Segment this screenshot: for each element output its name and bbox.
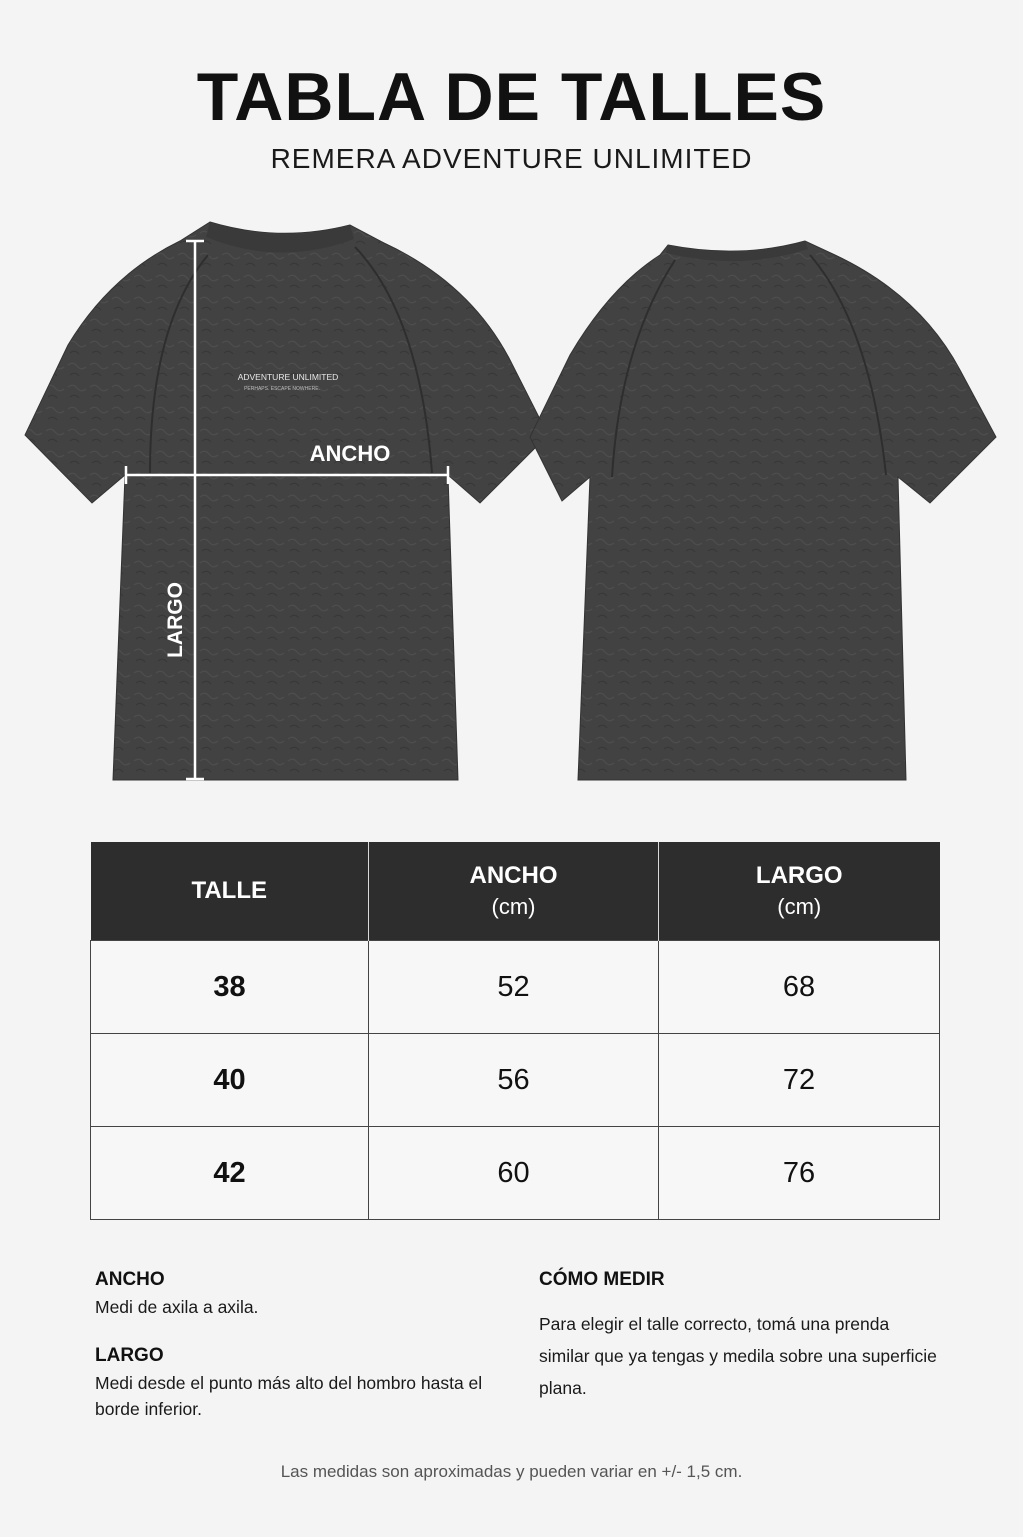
largo-note-heading: LARGO: [95, 1345, 164, 1366]
header-ancho-unit: (cm): [491, 894, 536, 919]
tshirt-figure: [0, 205, 1023, 805]
ancho-cell: 52: [369, 941, 659, 1034]
print-main-text: ADVENTURE UNLIMITED: [237, 372, 339, 382]
largo-cell: 72: [659, 1034, 940, 1127]
header-largo: LARGO (cm): [659, 842, 940, 941]
tshirt-illustration: [0, 205, 1023, 805]
como-medir-body: Para elegir el talle correcto, tomá una prenda similar que ya tengas y medila sobre una superficie plana.: [539, 1314, 937, 1398]
largo-cell: 68: [659, 941, 940, 1034]
front-tshirt: [25, 222, 548, 780]
ancho-note-body: Medi de axila a axila.: [95, 1297, 259, 1317]
disclaimer: Las medidas son aproximadas y pueden variar en +/- 1,5 cm.: [280, 1462, 743, 1481]
ancho-cell: 56: [369, 1034, 659, 1127]
size-cell: 42: [91, 1127, 369, 1220]
length-label: LARGO: [164, 582, 187, 658]
table-row: [91, 1127, 940, 1220]
back-tshirt: [530, 241, 996, 780]
header-ancho: ANCHO (cm): [369, 842, 659, 941]
page-subtitle: REMERA ADVENTURE UNLIMITED: [270, 143, 753, 174]
ancho-note-heading: ANCHO: [95, 1269, 165, 1290]
ancho-cell: 60: [369, 1127, 659, 1220]
table-header-row: [91, 842, 940, 941]
size-cell: 40: [91, 1034, 369, 1127]
how-to-measure: [539, 1268, 939, 1404]
table-row: [91, 1034, 940, 1127]
width-label: ANCHO: [309, 441, 391, 466]
page-title: TABLA DE TALLES: [196, 59, 827, 135]
como-medir-heading: CÓMO MEDIR: [539, 1269, 665, 1290]
table-row: [91, 941, 940, 1034]
size-cell: 38: [91, 941, 369, 1034]
header-largo-unit: (cm): [777, 894, 822, 919]
size-table: [90, 842, 940, 1220]
largo-cell: 76: [659, 1127, 940, 1220]
print-sub-text: PERHAPS. ESCAPE NOWHERE.: [244, 386, 320, 392]
measure-notes: [95, 1268, 495, 1422]
largo-note-body: Medi desde el punto más alto del hombro hasta el borde inferior.: [95, 1373, 483, 1419]
header-talle: TALLE: [91, 842, 369, 941]
